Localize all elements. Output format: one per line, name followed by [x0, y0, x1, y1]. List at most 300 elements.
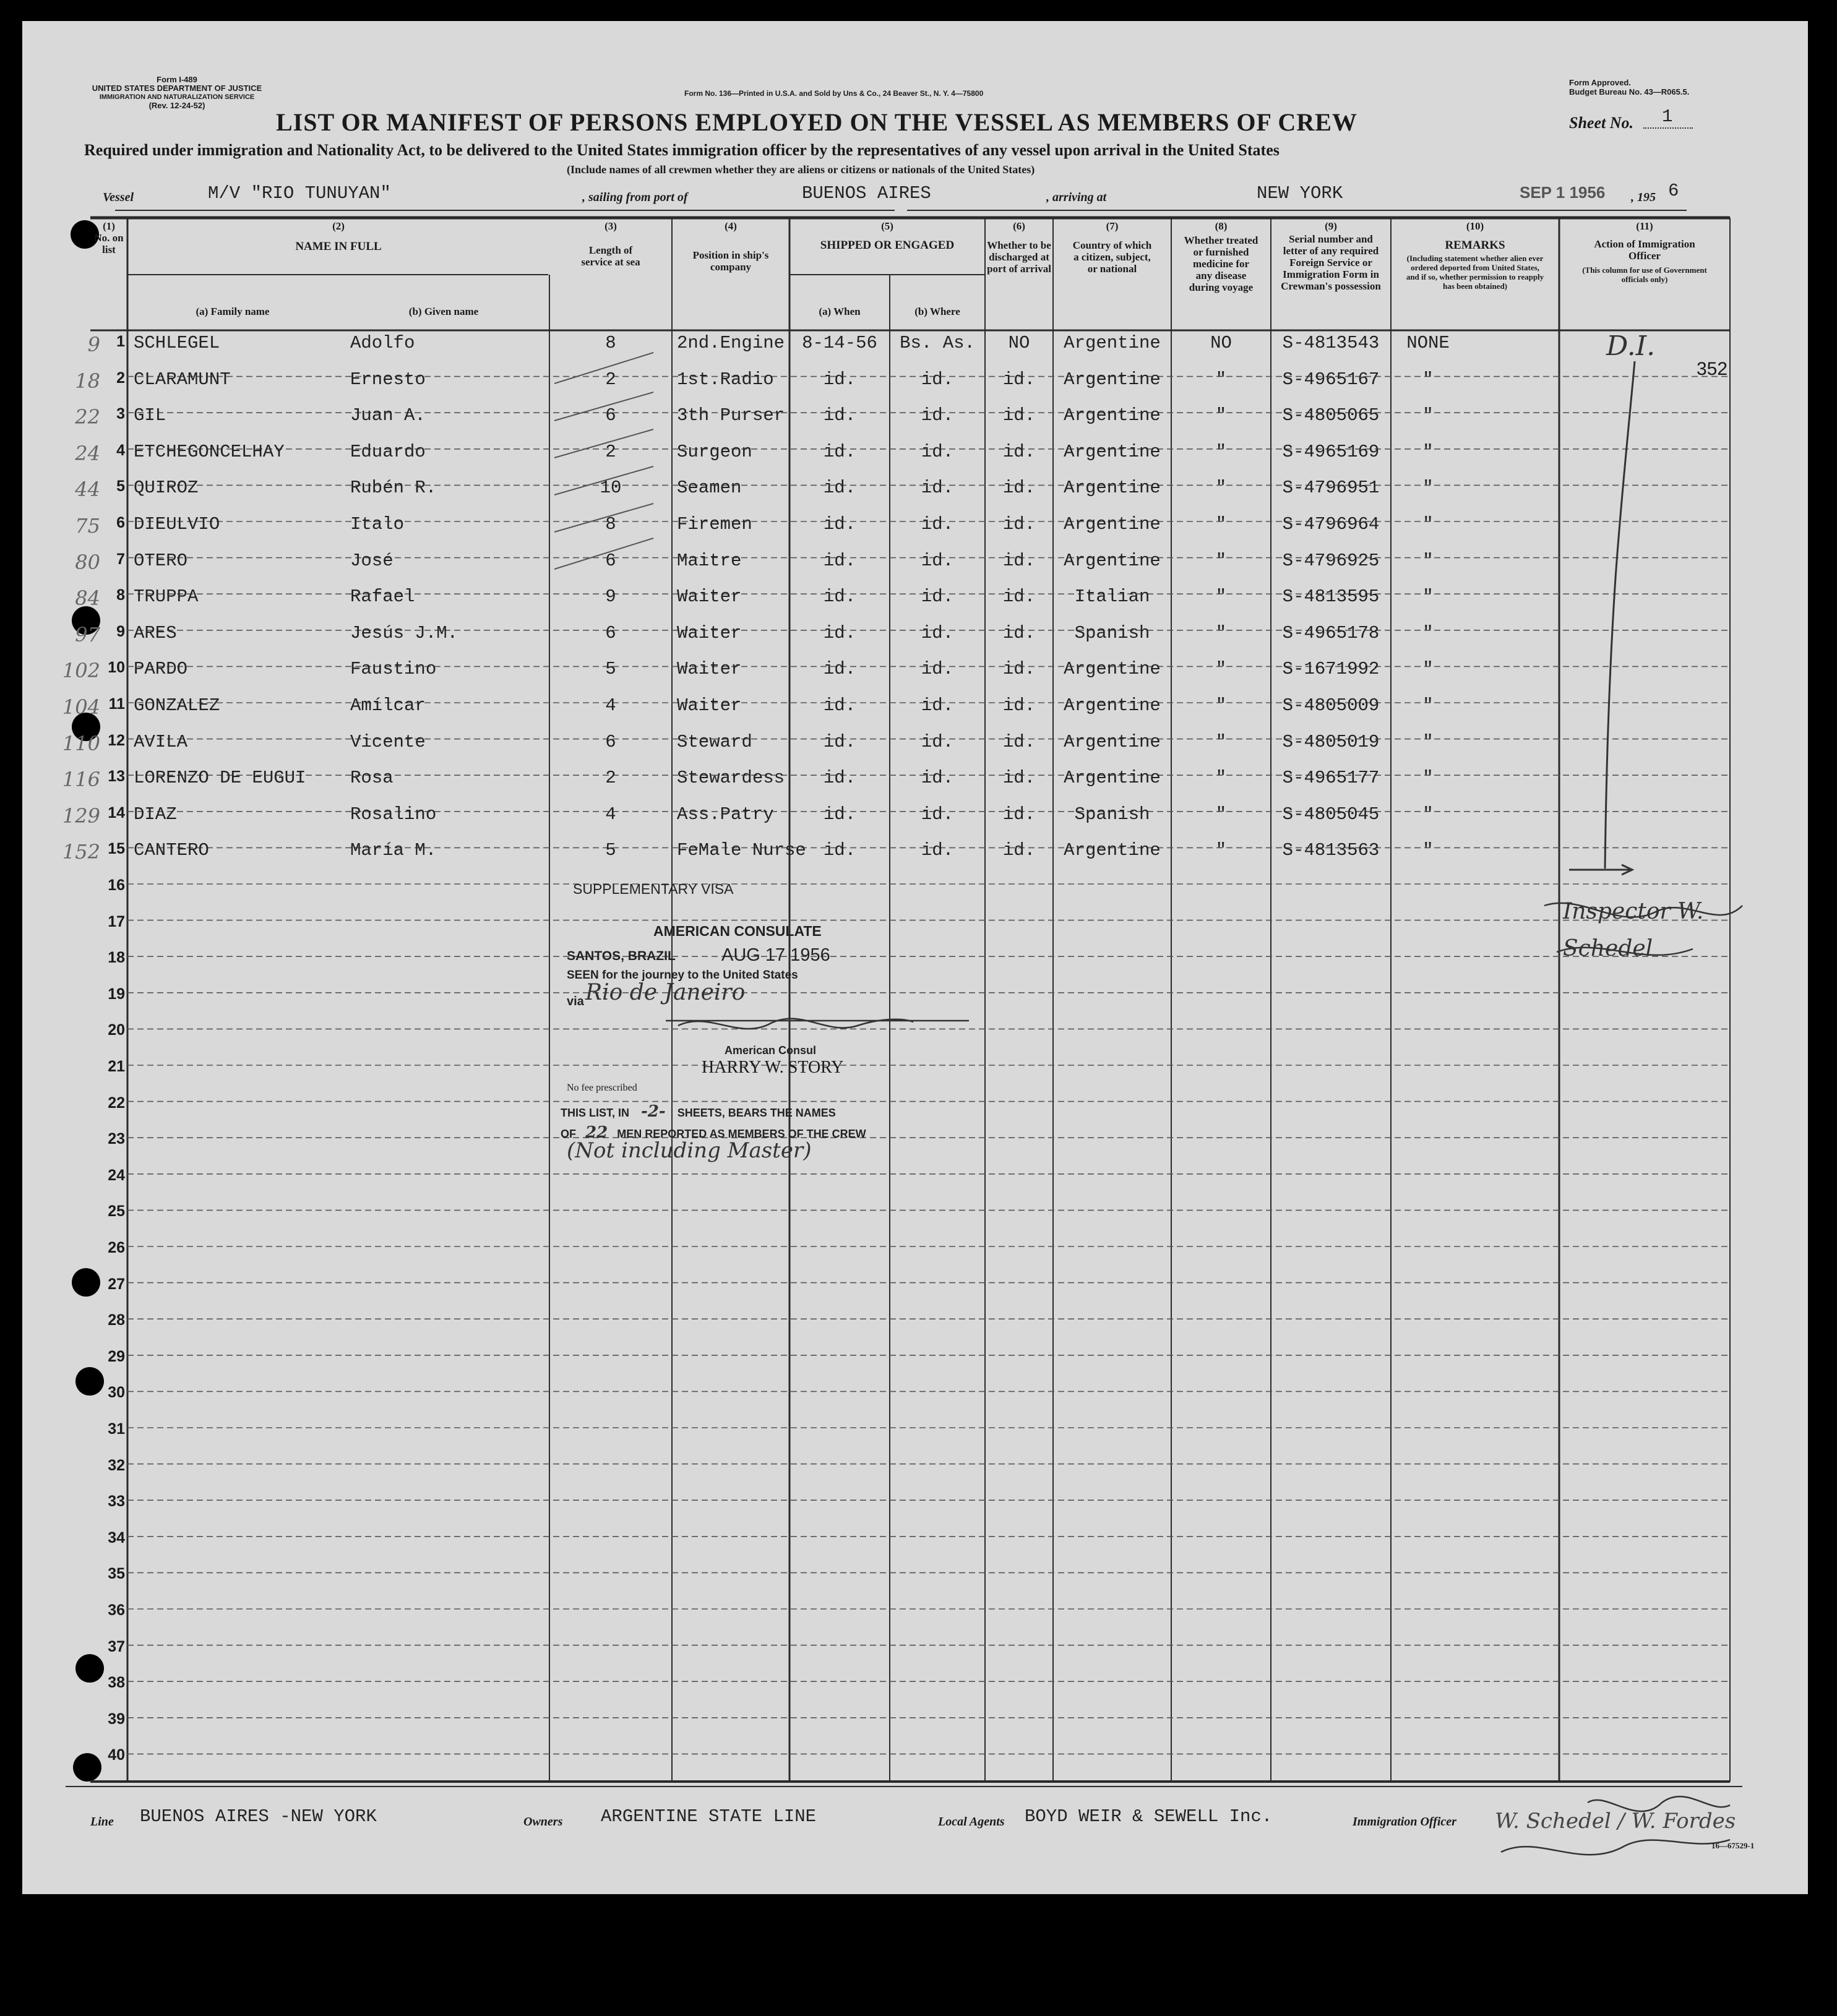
shipped-where-cell: id. — [921, 659, 954, 680]
medicine-cell: " — [1215, 550, 1227, 571]
printer-line: Form No. 136—Printed in U.S.A. and Sold by Uns & Co., 24 Beaver St., N. Y. 4—75800 — [684, 89, 984, 98]
via-city: Rio de Janeiro — [585, 980, 746, 1005]
shipped-when-cell: id. — [823, 731, 856, 752]
service-length-cell: 10 — [600, 478, 622, 499]
country-cell: Italian — [1074, 586, 1150, 607]
discharged-cell: id. — [1002, 840, 1036, 861]
medicine-cell: " — [1215, 659, 1227, 680]
sheet-count-line — [561, 1102, 836, 1121]
manuscript-number: 84 — [75, 586, 100, 611]
col5b-header: (b) Where — [914, 306, 960, 317]
col4-number: (4) — [725, 220, 737, 232]
position-cell: Firemen — [677, 514, 752, 534]
medicine-cell: " — [1215, 731, 1227, 752]
service-length-cell: 6 — [605, 731, 616, 752]
col10-header — [1391, 220, 1559, 291]
shipped-where-cell: id. — [921, 514, 954, 534]
discharged-cell: id. — [1002, 695, 1036, 716]
discharged-cell: id. — [1002, 804, 1036, 825]
col2a-header: (a) Family name — [196, 306, 270, 317]
given-name-cell: Vicente — [350, 731, 426, 752]
manuscript-number: 44 — [75, 478, 100, 502]
family-name-cell: GIL — [134, 405, 166, 426]
remarks-cell: " — [1422, 840, 1434, 861]
agents-value: BOYD WEIR & SEWELL Inc. — [1025, 1806, 1273, 1827]
fee-note: No fee prescribed — [567, 1083, 637, 1093]
discharged-cell: id. — [1002, 514, 1036, 534]
col6-header — [985, 220, 1053, 275]
shipped-where-cell: id. — [921, 840, 954, 861]
discharged-cell: id. — [1002, 622, 1036, 643]
discharged-cell: id. — [1002, 768, 1036, 789]
row-number: 32 — [108, 1456, 125, 1474]
family-name-cell: ETCHEGONCELHAY — [134, 441, 285, 462]
via-label: via — [567, 995, 584, 1008]
vessel-label: Vessel — [103, 191, 134, 204]
shipped-when-cell: id. — [823, 514, 856, 534]
remarks-cell: NONE — [1406, 333, 1450, 353]
row-number: 26 — [108, 1239, 125, 1256]
medicine-cell: " — [1215, 514, 1227, 534]
row-number: 5 — [116, 478, 125, 495]
departure-port: BUENOS AIRES — [802, 183, 931, 204]
shipped-when-cell: id. — [823, 369, 856, 390]
country-cell: Argentine — [1064, 478, 1161, 499]
service-length-cell: 6 — [605, 550, 616, 571]
print-code: 16—67529-1 — [1711, 1841, 1755, 1850]
owners-label: Owners — [523, 1815, 563, 1829]
arriving-label: , arriving at — [1046, 191, 1107, 204]
form-title: LIST OR MANIFEST OF PERSONS EMPLOYED ON THE VESSEL AS MEMBERS OF CREW — [276, 108, 1357, 136]
col5a-header: (a) When — [819, 306, 861, 317]
family-name-cell: GONZALEZ — [134, 695, 220, 716]
family-name-cell: LORENZO DE EUGUI — [134, 768, 306, 789]
owners-value: ARGENTINE STATE LINE — [601, 1806, 817, 1827]
shipped-where-cell: id. — [921, 804, 954, 825]
col3-header — [549, 220, 672, 268]
shipped-where-cell: id. — [921, 695, 954, 716]
given-name-cell: José — [350, 550, 394, 571]
consulate-place: SANTOS, BRAZIL — [567, 949, 676, 963]
form-subtitle-note: (Include names of all crewmen whether they are aliens or citizens or nationals of the United States) — [567, 163, 1035, 176]
given-name-cell: Faustino — [350, 659, 437, 680]
manuscript-number: 80 — [75, 550, 100, 574]
serial-cell: S-4796925 — [1282, 550, 1380, 571]
col7-title: Country of which a citizen, subject, or national — [1072, 239, 1152, 275]
visa-seen-line: SEEN for the journey to the United States — [567, 969, 798, 982]
discharged-cell: id. — [1002, 731, 1036, 752]
medicine-cell: NO — [1210, 333, 1232, 353]
medicine-cell: " — [1215, 840, 1227, 861]
given-name-cell: Rosalino — [350, 804, 437, 825]
country-cell: Argentine — [1064, 405, 1161, 426]
shipped-when-cell: id. — [823, 695, 856, 716]
family-name-cell: SCHLEGEL — [134, 333, 220, 353]
col3-title: Length of service at sea — [581, 244, 640, 268]
manuscript-number: 152 — [62, 840, 100, 864]
position-cell: 2nd.Engine — [677, 333, 785, 353]
given-name-cell: Rubén R. — [350, 478, 437, 499]
shipped-when-cell: 8-14-56 — [802, 333, 877, 353]
service-length-cell: 6 — [605, 622, 616, 643]
sheet-number: 1 — [1662, 106, 1673, 127]
manuscript-number: 116 — [62, 768, 100, 792]
position-cell: Waiter — [677, 659, 742, 680]
position-cell: Seamen — [677, 478, 742, 499]
country-cell: Argentine — [1064, 659, 1161, 680]
col11-note: (This column for use of Government officials only) — [1582, 265, 1707, 284]
country-cell: Argentine — [1064, 840, 1161, 861]
col8-title: Whether treated or furnished medicine for any disease during voyage — [1184, 234, 1258, 293]
country-cell: Spanish — [1074, 804, 1150, 825]
service-length-cell: 5 — [605, 840, 616, 861]
row-number: 31 — [108, 1420, 125, 1438]
discharged-cell: id. — [1002, 441, 1036, 462]
row-number: 25 — [108, 1203, 125, 1220]
shipped-where-cell: id. — [921, 369, 954, 390]
manifest-grid — [22, 21, 1808, 1894]
shipped-when-cell: id. — [823, 441, 856, 462]
given-name-cell: Adolfo — [350, 333, 415, 353]
manuscript-number: 24 — [75, 441, 100, 465]
col4-title: Position in ship's company — [692, 249, 769, 273]
discharged-cell: id. — [1002, 586, 1036, 607]
col10-note: (Including statement whether alien ever ordered deported from United States, and if so, whether permission to reapply has been obtained) — [1406, 254, 1544, 291]
remarks-cell: " — [1422, 659, 1434, 680]
discharged-cell: id. — [1002, 405, 1036, 426]
col9-header — [1271, 220, 1391, 292]
shipped-when-cell: id. — [823, 840, 856, 861]
visa-date: AUG 17 1956 — [721, 945, 830, 965]
position-cell: Waiter — [677, 695, 742, 716]
revision-date: (Rev. 12-24-52) — [148, 101, 205, 110]
sheet-count: -2- — [641, 1102, 666, 1121]
row-number: 38 — [108, 1674, 125, 1692]
country-cell: Argentine — [1064, 514, 1161, 534]
remarks-cell: " — [1422, 695, 1434, 716]
remarks-cell: " — [1422, 804, 1434, 825]
medicine-cell: " — [1215, 478, 1227, 499]
sheet-count-suffix: SHEETS, BEARS THE NAMES — [677, 1107, 836, 1119]
shipping-line: BUENOS AIRES -NEW YORK — [140, 1806, 377, 1827]
country-cell: Argentine — [1064, 695, 1161, 716]
given-name-cell: Eduardo — [350, 441, 426, 462]
manuscript-number: 9 — [87, 333, 100, 356]
row-number: 36 — [108, 1602, 125, 1619]
shipped-when-cell: id. — [823, 405, 856, 426]
shipped-when-cell: id. — [823, 622, 856, 643]
country-cell: Argentine — [1064, 441, 1161, 462]
position-cell: 1st.Radio — [677, 369, 774, 390]
row-number: 37 — [108, 1637, 125, 1655]
master-note: (Not including Master) — [567, 1138, 812, 1163]
remarks-cell: " — [1422, 586, 1434, 607]
serial-cell: S-4813563 — [1282, 840, 1380, 861]
col3-number: (3) — [604, 220, 617, 232]
col6-number: (6) — [1013, 220, 1025, 232]
col11-number: (11) — [1636, 220, 1653, 232]
form-approved: Form Approved. — [1569, 78, 1631, 87]
position-cell: Waiter — [677, 622, 742, 643]
manuscript-number: 18 — [75, 369, 100, 393]
manifest-page — [22, 21, 1808, 1894]
col2-header — [127, 220, 549, 252]
row-number: 4 — [116, 441, 125, 459]
shipped-when-cell: id. — [823, 768, 856, 789]
service-length-cell: 4 — [605, 804, 616, 825]
row-number: 17 — [108, 912, 125, 930]
remarks-cell: " — [1422, 405, 1434, 426]
col9-title: Serial number and letter of any required Foreign Service or Immigration Form in Crewman's possession — [1281, 233, 1381, 292]
serial-cell: S-4813595 — [1282, 586, 1380, 607]
medicine-cell: " — [1215, 622, 1227, 643]
country-cell: Argentine — [1064, 369, 1161, 390]
country-cell: Argentine — [1064, 550, 1161, 571]
medicine-cell: " — [1215, 441, 1227, 462]
shipped-where-cell: id. — [921, 586, 954, 607]
position-cell: 3th Purser — [677, 405, 785, 426]
service-length-cell: 8 — [605, 514, 616, 534]
col11-header — [1559, 220, 1730, 284]
serial-cell: S-4805065 — [1282, 405, 1380, 426]
row-number: 1 — [116, 333, 125, 350]
serial-cell: S-4965167 — [1282, 369, 1380, 390]
sheet-label: Sheet No. — [1569, 114, 1633, 132]
family-name-cell: CANTERO — [134, 840, 209, 861]
service-length-cell: 2 — [605, 768, 616, 789]
row-number: 30 — [108, 1384, 125, 1402]
given-name-cell: Rosa — [350, 768, 394, 789]
discharged-cell: id. — [1002, 550, 1036, 571]
sailing-label: , sailing from port of — [582, 191, 688, 204]
family-name-cell: QUIROZ — [134, 478, 199, 499]
manuscript-number: 75 — [75, 514, 100, 538]
given-name-cell: Amílcar — [350, 695, 426, 716]
col11-title: Action of Immigration Officer — [1594, 238, 1695, 262]
serial-cell: S-4965177 — [1282, 768, 1380, 789]
officer-signature: W. Schedel / W. Fordes — [1495, 1809, 1736, 1834]
officer-label: Immigration Officer — [1353, 1815, 1456, 1829]
crew-count-prefix: OF — [561, 1128, 576, 1140]
given-name-cell: Jesús J.M. — [350, 622, 458, 643]
service-length-cell: 2 — [605, 369, 616, 390]
row-number: 33 — [108, 1493, 125, 1511]
col8-header — [1171, 220, 1271, 293]
shipped-when-cell: id. — [823, 586, 856, 607]
arrival-port: NEW YORK — [1257, 183, 1343, 204]
manuscript-number: 22 — [75, 405, 100, 429]
position-cell: Ass.Patry — [677, 804, 774, 825]
year-prefix: , 195 — [1631, 191, 1656, 204]
country-cell: Argentine — [1064, 731, 1161, 752]
service-length-cell: 9 — [605, 586, 616, 607]
remarks-cell: " — [1422, 768, 1434, 789]
col6-title: Whether to be discharged at port of arrival — [987, 239, 1051, 275]
row-number: 8 — [116, 586, 125, 604]
col1-header — [90, 220, 127, 255]
given-name-cell: Rafael — [350, 586, 415, 607]
vessel-name: M/V "RIO TUNUYAN" — [208, 183, 391, 204]
row-number: 27 — [108, 1275, 125, 1293]
officer-initials: D.I. — [1606, 330, 1656, 362]
form-number: Form I-489 — [157, 75, 197, 84]
col1-title: No. on list — [94, 232, 124, 255]
row-number: 6 — [116, 514, 125, 531]
given-name-cell: Ernesto — [350, 369, 426, 390]
row-number: 19 — [108, 985, 125, 1003]
family-name-cell: DIEULVIO — [134, 514, 220, 534]
manuscript-number: 102 — [62, 659, 100, 683]
serial-cell: S-4965178 — [1282, 622, 1380, 643]
family-name-cell: PARDO — [134, 659, 188, 680]
remarks-cell: " — [1422, 369, 1434, 390]
country-cell: Spanish — [1074, 622, 1150, 643]
budget-bureau: Budget Bureau No. 43—R065.5. — [1569, 87, 1690, 97]
col5-title: SHIPPED OR ENGAGED — [820, 239, 955, 252]
shipped-where-cell: id. — [921, 622, 954, 643]
col8-number: (8) — [1215, 220, 1228, 232]
medicine-cell: " — [1215, 768, 1227, 789]
officer-number: 352 — [1697, 359, 1728, 379]
shipped-when-cell: id. — [823, 550, 856, 571]
consul-name: HARRY W. STORY — [702, 1058, 844, 1077]
consulate-stamp: AMERICAN CONSULATE — [653, 923, 822, 939]
remarks-cell: " — [1422, 550, 1434, 571]
visa-title: SUPPLEMENTARY VISA — [573, 881, 734, 897]
country-cell: Argentine — [1064, 768, 1161, 789]
department-name: UNITED STATES DEPARTMENT OF JUSTICE — [92, 84, 262, 93]
crew-count-suffix: MEN REPORTED AS MEMBERS OF THE CREW — [617, 1128, 866, 1140]
position-cell: Steward — [677, 731, 752, 752]
shipped-where-cell: id. — [921, 768, 954, 789]
shipped-when-cell: id. — [823, 659, 856, 680]
row-number: 18 — [108, 949, 125, 967]
medicine-cell: " — [1215, 804, 1227, 825]
agents-label: Local Agents — [938, 1815, 1005, 1829]
row-number: 3 — [116, 405, 125, 423]
row-number: 39 — [108, 1710, 125, 1728]
col5-header — [789, 220, 985, 251]
serial-cell: S-4805019 — [1282, 731, 1380, 752]
serial-cell: S-1671992 — [1282, 659, 1380, 680]
family-name-cell: OTERO — [134, 550, 188, 571]
col1-number: (1) — [103, 220, 115, 232]
manuscript-number: 104 — [62, 695, 100, 719]
row-number: 11 — [108, 695, 125, 713]
shipped-where-cell: id. — [921, 731, 954, 752]
remarks-cell: " — [1422, 622, 1434, 643]
row-number: 12 — [108, 731, 125, 749]
country-cell: Argentine — [1064, 333, 1161, 353]
medicine-cell: " — [1215, 586, 1227, 607]
col2-number: (2) — [332, 220, 345, 232]
serial-cell: S-4796951 — [1282, 478, 1380, 499]
line-label: Line — [90, 1815, 114, 1829]
col7-header — [1053, 220, 1171, 275]
year-digit: 6 — [1668, 181, 1679, 201]
row-number: 16 — [108, 877, 125, 894]
inspector-signature: Inspector W. Schedel — [1563, 899, 1704, 961]
manuscript-number: 97 — [75, 622, 100, 646]
medicine-cell: " — [1215, 369, 1227, 390]
serial-cell: S-4796964 — [1282, 514, 1380, 534]
row-number: 35 — [108, 1565, 125, 1583]
service-name: IMMIGRATION AND NATURALIZATION SERVICE — [99, 93, 255, 101]
serial-cell: S-4813543 — [1282, 333, 1380, 353]
family-name-cell: ARES — [134, 622, 177, 643]
crew-count: 22 — [585, 1123, 608, 1142]
row-number: 20 — [108, 1021, 125, 1039]
row-number: 7 — [116, 550, 125, 568]
service-length-cell: 4 — [605, 695, 616, 716]
discharged-cell: id. — [1002, 369, 1036, 390]
row-number: 40 — [108, 1746, 125, 1764]
row-number: 15 — [108, 840, 125, 858]
row-number: 34 — [108, 1529, 125, 1546]
col2b-header: (b) Given name — [408, 306, 479, 317]
form-subtitle: Required under immigration and Nationality Act, to be delivered to the United States immigration officer by the representatives of any vessel upon arrival in the United States — [84, 141, 1280, 159]
remarks-cell: " — [1422, 478, 1434, 499]
row-number: 9 — [116, 622, 125, 640]
shipped-where-cell: id. — [921, 405, 954, 426]
consul-title: American Consul — [725, 1044, 817, 1057]
position-cell: Stewardess — [677, 768, 785, 789]
family-name-cell: DIAZ — [134, 804, 177, 825]
manuscript-number: 129 — [62, 804, 100, 828]
service-length-cell: 6 — [605, 405, 616, 426]
row-number: 24 — [108, 1166, 125, 1184]
family-name-cell: CLARAMUNT — [134, 369, 231, 390]
service-length-cell: 8 — [605, 333, 616, 353]
position-cell: FeMale Nurse — [677, 840, 806, 861]
remarks-cell: " — [1422, 731, 1434, 752]
discharged-cell: id. — [1002, 478, 1036, 499]
service-length-cell: 5 — [605, 659, 616, 680]
remarks-cell: " — [1422, 441, 1434, 462]
row-number: 2 — [116, 369, 125, 387]
shipped-when-cell: id. — [823, 478, 856, 499]
serial-cell: S-4805009 — [1282, 695, 1380, 716]
col7-number: (7) — [1106, 220, 1119, 232]
col9-number: (9) — [1325, 220, 1337, 232]
shipped-where-cell: Bs. As. — [900, 333, 975, 353]
row-number: 22 — [108, 1094, 125, 1112]
family-name-cell: TRUPPA — [134, 586, 199, 607]
shipped-when-cell: id. — [823, 804, 856, 825]
medicine-cell: " — [1215, 405, 1227, 426]
position-cell: Surgeon — [677, 441, 752, 462]
discharged-cell: NO — [1008, 333, 1030, 353]
discharged-cell: id. — [1002, 659, 1036, 680]
given-name-cell: Italo — [350, 514, 405, 534]
row-number: 21 — [108, 1058, 125, 1075]
arrival-date-stamp: SEP 1 1956 — [1520, 183, 1606, 202]
row-number: 14 — [108, 804, 125, 821]
serial-cell: S-4805045 — [1282, 804, 1380, 825]
manuscript-number: 110 — [62, 731, 100, 755]
col5-number: (5) — [881, 220, 893, 232]
shipped-where-cell: id. — [921, 478, 954, 499]
row-number: 10 — [108, 659, 125, 677]
col10-title: REMARKS — [1445, 239, 1505, 252]
sheet-count-prefix: THIS LIST, IN — [561, 1107, 630, 1119]
col10-number: (10) — [1466, 220, 1484, 232]
given-name-cell: Juan A. — [350, 405, 426, 426]
col4-header — [672, 220, 789, 273]
remarks-cell: " — [1422, 514, 1434, 534]
given-name-cell: María M. — [350, 840, 437, 861]
row-number: 29 — [108, 1347, 125, 1365]
